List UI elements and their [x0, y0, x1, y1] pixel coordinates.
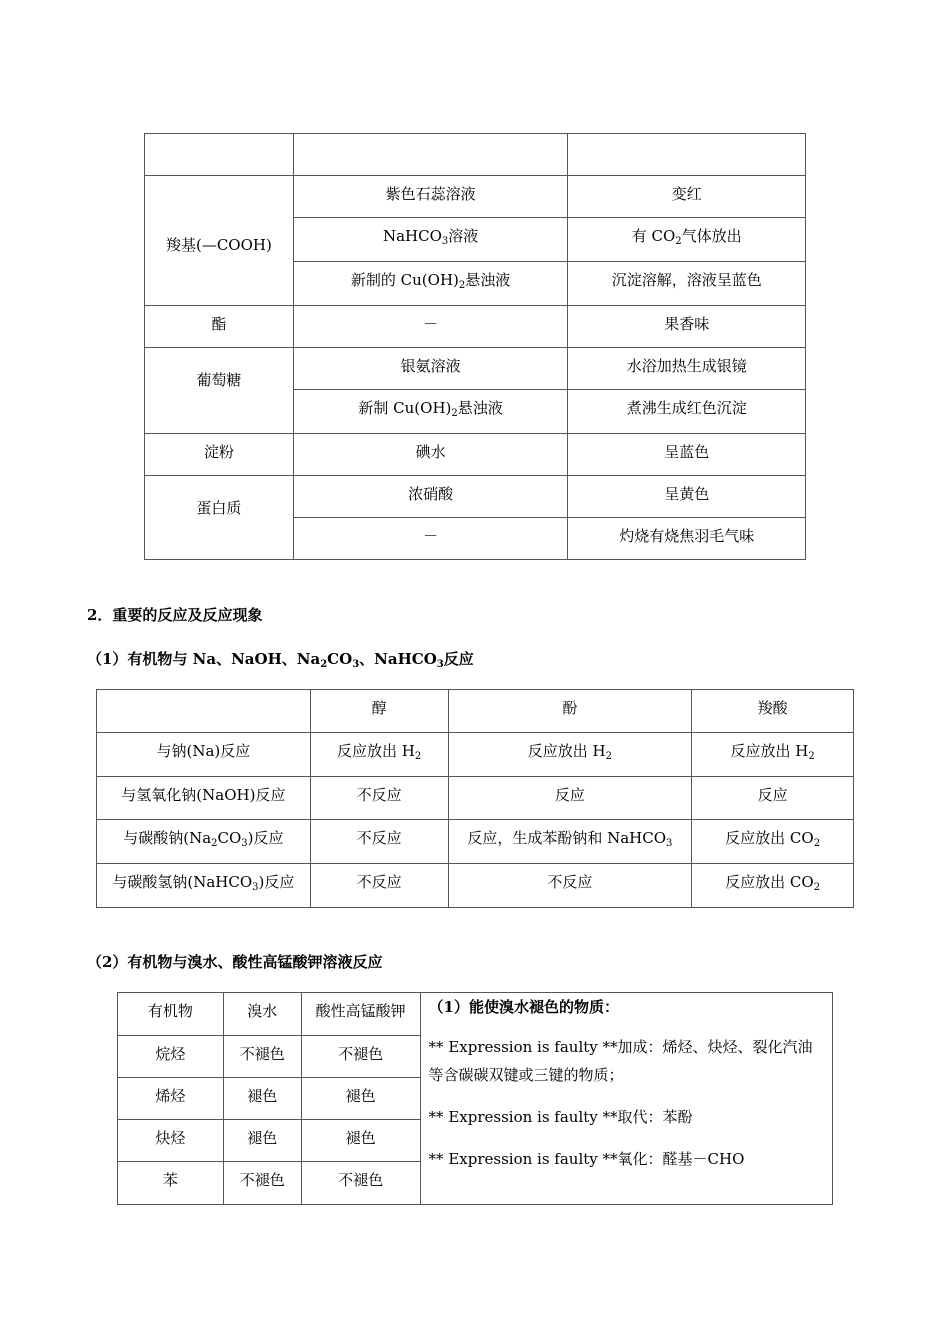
table2-header-cell: 醇	[310, 690, 448, 733]
table3-header-cell: 溴水	[223, 993, 301, 1036]
acid-cell: 反应放出 $CO_2$	[692, 820, 854, 864]
compound-cell: 烷烃	[118, 1036, 224, 1078]
acid-cell: 反应放出 $CO_2$	[692, 864, 854, 908]
result-cell: 果香味	[568, 306, 806, 348]
reagent-cell: 碘水	[293, 434, 568, 476]
phenol-cell: 不反应	[448, 864, 692, 908]
reagent-cell: 新制的 $Cu(OH)_2$悬浊液	[293, 262, 568, 306]
reagent-cell: 紫色石蕊溶液	[293, 176, 568, 218]
section-title: 2．重要的反应及反应现象	[87, 606, 263, 624]
acid-cell: 反应放出 $H_2$	[692, 733, 854, 777]
group-ester: 酯	[145, 306, 294, 348]
bromine-cell: 不褪色	[223, 1036, 301, 1078]
notes-title: （1）能使溴水褪色的物质：	[428, 998, 619, 1016]
result-cell: 变红	[568, 176, 806, 218]
notes-line: ** Expression is faulty **加成：烯烃、炔烃、裂化汽油等含碳碳双键或三键的物质；	[428, 1038, 813, 1084]
row-label: 与碳酸钠$(Na_2CO_3)$反应	[97, 820, 311, 864]
result-cell: 呈蓝色	[568, 434, 806, 476]
table1-header-cell	[568, 134, 806, 176]
reagent-cell: 浓硝酸	[293, 476, 568, 518]
group-carboxyl: 羧基(—COOH)	[145, 176, 294, 306]
result-cell: 灼烧有烧焦羽毛气味	[568, 518, 806, 560]
reagent-cell: NaHCO$_3$溶液	[293, 218, 568, 262]
group-glucose: 葡萄糖	[145, 348, 294, 434]
table2-header-cell: 羧酸	[692, 690, 854, 733]
phenol-cell: 反应放出 $H_2$	[448, 733, 692, 777]
functional-group-test-table	[144, 133, 806, 560]
result-cell: 呈黄色	[568, 476, 806, 518]
notes-line: ** Expression is faulty **氧化：醛基－CHO	[428, 1150, 745, 1168]
alcohol-cell: 不反应	[310, 820, 448, 864]
alcohol-cell: 不反应	[310, 864, 448, 908]
reagent-cell: 新制 $Cu(OH)_2$悬浊液	[293, 390, 568, 434]
kmno4-cell: 不褪色	[301, 1162, 420, 1205]
result-cell: 沉淀溶解，溶液呈蓝色	[568, 262, 806, 306]
bromine-cell: 褪色	[223, 1078, 301, 1120]
row-label: 与碳酸氢钠(NaHCO$_3$)反应	[97, 864, 311, 908]
table3-header-cell: 有机物	[118, 993, 224, 1036]
result-cell: 有 $CO_2$气体放出	[568, 218, 806, 262]
table1-header-cell	[293, 134, 568, 176]
reagent-cell: －	[293, 306, 568, 348]
table2-header-cell	[97, 690, 311, 733]
notes-line: ** Expression is faulty **取代：苯酚	[428, 1108, 693, 1126]
alcohol-cell: 不反应	[310, 777, 448, 820]
compound-cell: 烯烃	[118, 1078, 224, 1120]
table3-header-cell: 酸性高锰酸钾	[301, 993, 420, 1036]
alcohol-cell: 反应放出 $H_2$	[310, 733, 448, 777]
bromine-permanganate-table	[117, 992, 833, 1205]
kmno4-cell: 不褪色	[301, 1036, 420, 1078]
table1-header-cell	[145, 134, 294, 176]
subsection-title-2: （2）有机物与溴水、酸性高锰酸钾溶液反应	[87, 953, 383, 971]
result-cell: 煮沸生成红色沉淀	[568, 390, 806, 434]
compound-cell: 苯	[118, 1162, 224, 1205]
row-label: 与氢氧化钠(NaOH)反应	[97, 777, 311, 820]
kmno4-cell: 褪色	[301, 1120, 420, 1162]
kmno4-cell: 褪色	[301, 1078, 420, 1120]
acid-cell: 反应	[692, 777, 854, 820]
result-cell: 水浴加热生成银镜	[568, 348, 806, 390]
group-starch: 淀粉	[145, 434, 294, 476]
table2-header-cell: 酚	[448, 690, 692, 733]
phenol-cell: 反应，生成苯酚钠和 NaHCO$_3$	[448, 820, 692, 864]
bromine-decolor-notes	[420, 993, 832, 1205]
subsection-title-1: （1）有机物与 Na、NaOH、$Na_2CO_3$、NaHCO$_3$反应	[87, 650, 474, 670]
group-protein: 蛋白质	[145, 476, 294, 560]
compound-cell: 炔烃	[118, 1120, 224, 1162]
bromine-cell: 不褪色	[223, 1162, 301, 1205]
reaction-with-sodium-table	[96, 689, 854, 908]
phenol-cell: 反应	[448, 777, 692, 820]
row-label: 与钠(Na)反应	[97, 733, 311, 777]
bromine-cell: 褪色	[223, 1120, 301, 1162]
reagent-cell: －	[293, 518, 568, 560]
reagent-cell: 银氨溶液	[293, 348, 568, 390]
